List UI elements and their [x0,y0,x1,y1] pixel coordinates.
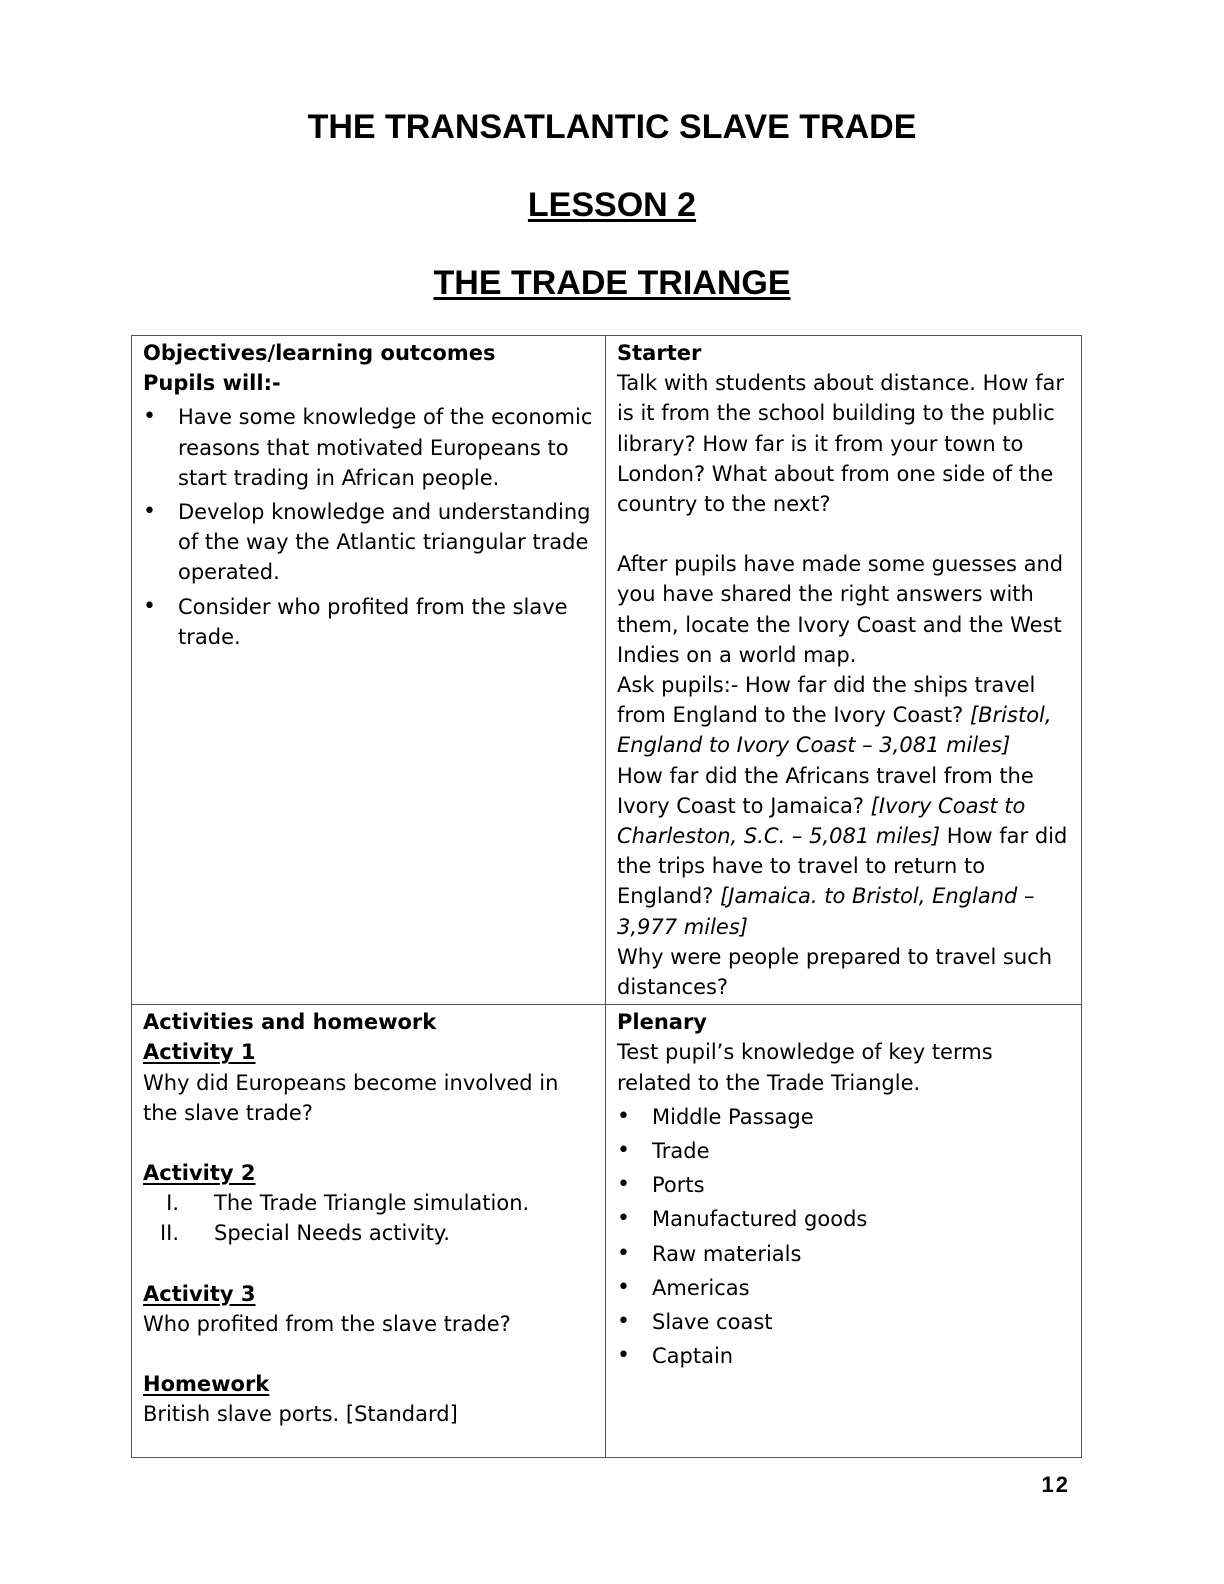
page-number: 12 [1041,1472,1070,1497]
activity-3-label: Activity 3 [143,1281,256,1306]
activity-2-list [143,1188,595,1248]
activities-cell [132,1005,606,1458]
activity-3-text: Who profited from the slave trade? [143,1311,511,1336]
lesson-plan-table [131,335,1082,1458]
activities-heading: Activities and homework [143,1010,437,1035]
objectives-cell [132,336,606,1005]
activity-1-text: Why did Europeans become involved in the slave trade? [143,1070,559,1125]
list-item: • Have some knowledge of the economic reasons that motivated Europeans to start trading in African people. [143,402,595,493]
lesson-number: LESSON 2 [527,186,697,224]
list-item: • Consider who profited from the slave trade. [143,592,595,652]
list-number: I. [166,1191,179,1216]
list-item: • Trade [617,1136,1071,1166]
list-text: Special Needs activity. [214,1221,450,1246]
list-item: • Captain [617,1341,1071,1371]
answer-text: [Bristol, England to Ivory Coast – 3,081 miles] [617,703,1052,758]
homework-label: Homework [143,1372,270,1397]
starter-paragraph-1: Talk with students about distance. How far is it from the school building to the public library? How far is it from your town to London? What about from one side of the country to the next? [617,371,1064,517]
question-text: How far did the trips have to travel to return to England? [617,824,1068,909]
list-item: • Ports [617,1170,1071,1200]
list-number: II. [159,1221,179,1246]
key-terms-list [617,1102,1071,1372]
objectives-heading: Objectives/learning outcomes [143,341,496,365]
starter-heading: Starter [617,341,702,365]
list-item: • Manufactured goods [617,1204,1071,1234]
list-item [143,1188,595,1218]
objectives-list [143,402,595,652]
list-item [143,1218,595,1248]
plenary-cell [606,1005,1082,1458]
objectives-intro: Pupils will:- [143,371,281,396]
document-title: THE TRANSATLANTIC SLAVE TRADE [307,108,917,146]
question-text: Ask pupils:- How far did the ships travel from England to the Ivory Coast? [617,673,1036,728]
plenary-intro: Test pupil’s knowledge of key terms related to the Trade Triangle. [617,1040,993,1095]
starter-question-2 [617,761,1071,942]
plenary-heading: Plenary [617,1010,707,1035]
starter-question-1 [617,670,1071,761]
answer-text: [Ivory Coast to Charleston, S.C. – 5,081 miles] [617,793,1026,849]
question-text: How far did the Africans travel from the Ivory Coast to Jamaica? [617,763,1034,818]
homework-text: British slave ports. [Standard] [143,1402,458,1427]
list-item: • Develop knowledge and understanding of the way the Atlantic triangular trade operated. [143,497,595,588]
list-item: • Americas [617,1273,1071,1303]
starter-cell [606,336,1082,1005]
starter-question-4: Why were people prepared to travel such distances? [617,944,1053,1000]
list-text: The Trade Triangle simulation. [214,1191,530,1216]
list-item: • Middle Passage [617,1102,1071,1132]
starter-paragraph-2: After pupils have made some guesses and you have shared the right answers with them, locate the Ivory Coast and the West Indies on a world map. [617,552,1064,667]
answer-text: [Jamaica. to Bristol, England – 3,977 miles] [617,884,1035,939]
list-item: • Raw materials [617,1239,1071,1269]
activity-1-label: Activity 1 [143,1040,256,1065]
list-item: • Slave coast [617,1307,1071,1337]
activity-2-label: Activity 2 [143,1161,256,1186]
lesson-subtitle: THE TRADE TRIANGE [433,264,791,302]
